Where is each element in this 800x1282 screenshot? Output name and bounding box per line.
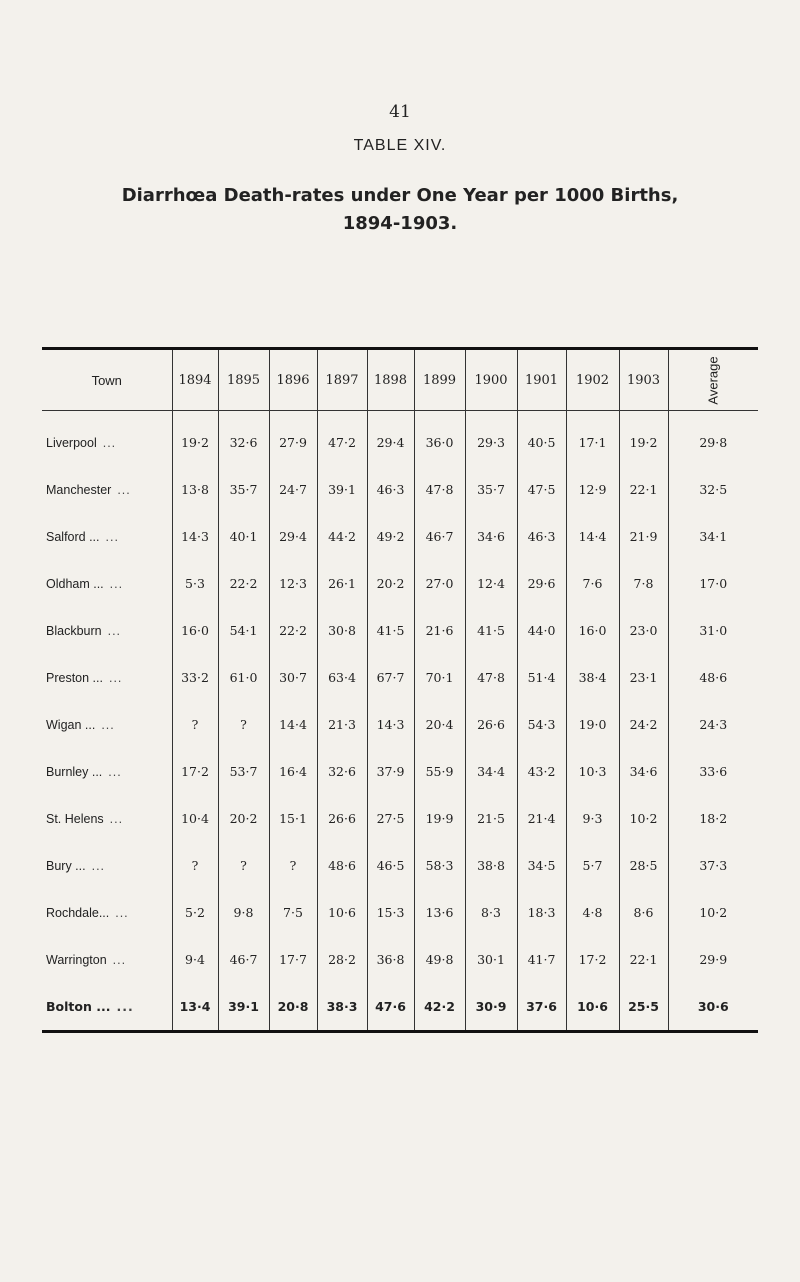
town-cell	[42, 411, 172, 467]
rate-cell: 40·1	[218, 513, 269, 560]
rate-cell: 22·1	[619, 466, 668, 513]
rate-cell: 48·6	[317, 842, 367, 889]
rate-cell: 70·1	[414, 654, 465, 701]
rate-cell: 13·4	[172, 983, 218, 1030]
rate-cell: 37·6	[517, 983, 566, 1030]
rate-cell: 24·7	[269, 466, 317, 513]
rate-cell: 19·0	[566, 701, 619, 748]
leader-dots: ...	[109, 811, 124, 826]
rate-cell: 8·3	[465, 889, 517, 936]
leader-dots: ...	[109, 576, 124, 591]
town-name: St. Helens	[46, 811, 104, 826]
rate-cell: 38·4	[566, 654, 619, 701]
rate-cell: 14·3	[172, 513, 218, 560]
rate-cell: 54·1	[218, 607, 269, 654]
rate-cell: 14·4	[566, 513, 619, 560]
town-cell	[42, 607, 172, 654]
rate-cell: 12·9	[566, 466, 619, 513]
rate-cell: 30·7	[269, 654, 317, 701]
table-row	[42, 411, 758, 467]
leader-dots: ...	[105, 529, 119, 544]
rate-cell: 10·6	[317, 889, 367, 936]
town-name: Blackburn	[46, 623, 102, 638]
rate-cell: 21·9	[619, 513, 668, 560]
rate-cell: 5·7	[566, 842, 619, 889]
rate-cell: 47·2	[317, 411, 367, 467]
rate-cell: 30·8	[317, 607, 367, 654]
town-name: Manchester	[46, 482, 112, 497]
rate-cell: 13·8	[172, 466, 218, 513]
rate-cell: 29·6	[517, 560, 566, 607]
rate-cell: 5·2	[172, 889, 218, 936]
rate-cell: 14·4	[269, 701, 317, 748]
rate-cell: 47·8	[465, 654, 517, 701]
rate-cell: 47·8	[414, 466, 465, 513]
column-header-1898: 1898	[367, 350, 414, 411]
rate-cell: 58·3	[414, 842, 465, 889]
rate-cell: 26·1	[317, 560, 367, 607]
rate-cell: 48·6	[668, 654, 758, 701]
town-name: Warrington	[46, 952, 107, 967]
rate-cell: 15·1	[269, 795, 317, 842]
rate-cell: 29·4	[367, 411, 414, 467]
town-cell	[42, 560, 172, 607]
rate-cell: 21·4	[517, 795, 566, 842]
rate-cell: 23·1	[619, 654, 668, 701]
rate-cell: ?	[269, 842, 317, 889]
column-header-average	[668, 350, 758, 411]
rate-cell: 25·5	[619, 983, 668, 1030]
rate-cell: 27·0	[414, 560, 465, 607]
rate-cell: ?	[218, 701, 269, 748]
title-line-1: Diarrhœa Death-rates under One Year per 1000 Births,	[121, 185, 679, 206]
leader-dots: ...	[102, 435, 117, 450]
rate-cell: 28·2	[317, 936, 367, 983]
rate-cell: 43·2	[517, 748, 566, 795]
rate-cell: 36·8	[367, 936, 414, 983]
rate-cell: 9·8	[218, 889, 269, 936]
rate-cell: 10·6	[566, 983, 619, 1030]
rate-cell: 10·2	[668, 889, 758, 936]
column-header-1895: 1895	[218, 350, 269, 411]
rate-cell: 34·4	[465, 748, 517, 795]
rate-cell: 17·2	[172, 748, 218, 795]
rate-cell: 16·4	[269, 748, 317, 795]
rate-cell: 35·7	[465, 466, 517, 513]
table-label: TABLE XIV.	[353, 137, 447, 154]
rate-cell: 67·7	[367, 654, 414, 701]
rate-cell: 27·5	[367, 795, 414, 842]
rate-cell: 38·3	[317, 983, 367, 1030]
rate-cell: ?	[172, 701, 218, 748]
rate-cell: 19·2	[619, 411, 668, 467]
town-name: Bury ...	[46, 858, 86, 873]
town-name: Wigan ...	[46, 717, 96, 732]
rate-cell: 42·2	[414, 983, 465, 1030]
town-cell	[42, 654, 172, 701]
town-cell	[42, 513, 172, 560]
rate-cell: 33·6	[668, 748, 758, 795]
rate-cell: 21·6	[414, 607, 465, 654]
rate-cell: 26·6	[317, 795, 367, 842]
rate-cell: 7·6	[566, 560, 619, 607]
rate-cell: 49·8	[414, 936, 465, 983]
town-cell	[42, 936, 172, 983]
rate-cell: 49·2	[367, 513, 414, 560]
rate-cell: 29·8	[668, 411, 758, 467]
table-row	[42, 936, 758, 983]
table-row	[42, 466, 758, 513]
rate-cell: 22·1	[619, 936, 668, 983]
town-name: Salford ...	[46, 529, 100, 544]
table-row	[42, 842, 758, 889]
rate-cell: 24·3	[668, 701, 758, 748]
rate-cell: 30·9	[465, 983, 517, 1030]
rate-cell: 55·9	[414, 748, 465, 795]
rate-cell: 17·1	[566, 411, 619, 467]
town-name: Burnley ...	[46, 764, 103, 779]
rate-cell: 33·2	[172, 654, 218, 701]
rate-cell: 20·4	[414, 701, 465, 748]
town-cell	[42, 842, 172, 889]
rate-cell: 12·4	[465, 560, 517, 607]
rate-cell: 34·6	[619, 748, 668, 795]
death-rates-table	[42, 350, 758, 1030]
rate-cell: 13·6	[414, 889, 465, 936]
town-name: Preston ...	[46, 670, 103, 685]
table-row	[42, 889, 758, 936]
rate-cell: 27·9	[269, 411, 317, 467]
rate-cell: 30·6	[668, 983, 758, 1030]
leader-dots: ...	[115, 905, 129, 920]
rate-cell: 61·0	[218, 654, 269, 701]
rate-cell: 32·5	[668, 466, 758, 513]
leader-dots: ...	[101, 717, 115, 732]
rate-cell: 34·5	[517, 842, 566, 889]
rate-cell: 18·3	[517, 889, 566, 936]
column-header-1896: 1896	[269, 350, 317, 411]
leader-dots: ...	[112, 952, 127, 967]
rate-cell: 12·3	[269, 560, 317, 607]
rate-cell: 14·3	[367, 701, 414, 748]
column-header-1899: 1899	[414, 350, 465, 411]
rate-cell: 30·1	[465, 936, 517, 983]
rate-cell: 5·3	[172, 560, 218, 607]
rate-cell: 38·8	[465, 842, 517, 889]
rate-cell: 46·7	[218, 936, 269, 983]
rate-cell: 54·3	[517, 701, 566, 748]
rate-cell: 15·3	[367, 889, 414, 936]
rate-cell: 40·5	[517, 411, 566, 467]
rate-cell: 39·1	[317, 466, 367, 513]
rate-cell: 34·6	[465, 513, 517, 560]
rate-cell: 16·0	[566, 607, 619, 654]
rate-cell: 46·5	[367, 842, 414, 889]
rate-cell: ?	[172, 842, 218, 889]
rate-cell: 29·3	[465, 411, 517, 467]
column-header-1902: 1902	[566, 350, 619, 411]
rate-cell: 9·3	[566, 795, 619, 842]
town-name: Liverpool	[46, 435, 97, 450]
rate-cell: 29·9	[668, 936, 758, 983]
rate-cell: 9·4	[172, 936, 218, 983]
table-row	[42, 560, 758, 607]
rate-cell: 32·6	[317, 748, 367, 795]
rate-cell: 21·3	[317, 701, 367, 748]
rate-cell: 47·5	[517, 466, 566, 513]
town-cell	[42, 889, 172, 936]
rate-cell: 41·5	[367, 607, 414, 654]
rate-cell: 32·6	[218, 411, 269, 467]
rate-cell: 19·9	[414, 795, 465, 842]
column-header-1900: 1900	[465, 350, 517, 411]
rate-cell: 21·5	[465, 795, 517, 842]
rate-cell: 4·8	[566, 889, 619, 936]
title-line-2: 1894-1903.	[342, 213, 458, 234]
column-header-1894: 1894	[172, 350, 218, 411]
rate-cell: 20·8	[269, 983, 317, 1030]
town-cell	[42, 748, 172, 795]
town-name: Bolton ...	[46, 999, 111, 1014]
rate-cell: 63·4	[317, 654, 367, 701]
rate-cell: 41·7	[517, 936, 566, 983]
rate-cell: 17·0	[668, 560, 758, 607]
rate-cell: 10·2	[619, 795, 668, 842]
rate-cell: 8·6	[619, 889, 668, 936]
rate-cell: 36·0	[414, 411, 465, 467]
rate-cell: 17·2	[566, 936, 619, 983]
rate-cell: 7·5	[269, 889, 317, 936]
rate-cell: 10·4	[172, 795, 218, 842]
rate-cell: 20·2	[218, 795, 269, 842]
rate-cell: 16·0	[172, 607, 218, 654]
rate-cell: 39·1	[218, 983, 269, 1030]
rate-cell: 35·7	[218, 466, 269, 513]
column-header-1903: 1903	[619, 350, 668, 411]
rate-cell: 24·2	[619, 701, 668, 748]
table-row	[42, 795, 758, 842]
rate-cell: 17·7	[269, 936, 317, 983]
column-header-town: Town	[42, 350, 172, 411]
rate-cell: 51·4	[517, 654, 566, 701]
rate-cell: 28·5	[619, 842, 668, 889]
rate-cell: 22·2	[218, 560, 269, 607]
leader-dots: ...	[91, 858, 106, 873]
rate-cell: ?	[218, 842, 269, 889]
rate-cell: 7·8	[619, 560, 668, 607]
leader-dots: ...	[117, 482, 131, 497]
town-cell	[42, 983, 172, 1030]
rate-cell: 31·0	[668, 607, 758, 654]
rate-cell: 41·5	[465, 607, 517, 654]
page-number: 41	[389, 102, 411, 122]
rate-cell: 10·3	[566, 748, 619, 795]
town-name: Rochdale...	[46, 905, 110, 920]
rate-cell: 20·2	[367, 560, 414, 607]
rate-cell: 47·6	[367, 983, 414, 1030]
leader-dots: ...	[108, 670, 123, 685]
table-row	[42, 701, 758, 748]
table-row	[42, 607, 758, 654]
header-row	[42, 350, 758, 411]
rate-cell: 46·3	[367, 466, 414, 513]
rate-cell: 19·2	[172, 411, 218, 467]
rate-cell: 26·6	[465, 701, 517, 748]
rate-cell: 23·0	[619, 607, 668, 654]
column-header-1897: 1897	[317, 350, 367, 411]
column-header-1901: 1901	[517, 350, 566, 411]
rate-cell: 53·7	[218, 748, 269, 795]
town-name: Oldham ...	[46, 576, 104, 591]
rate-cell: 44·0	[517, 607, 566, 654]
death-rates-table-container	[42, 347, 758, 1033]
table-row	[42, 513, 758, 560]
rate-cell: 29·4	[269, 513, 317, 560]
leader-dots: ...	[116, 999, 134, 1014]
town-cell	[42, 701, 172, 748]
town-cell	[42, 795, 172, 842]
rate-cell: 46·7	[414, 513, 465, 560]
rate-cell: 18·2	[668, 795, 758, 842]
rate-cell: 37·9	[367, 748, 414, 795]
table-row	[42, 654, 758, 701]
rate-cell: 46·3	[517, 513, 566, 560]
leader-dots: ...	[108, 764, 122, 779]
rate-cell: 44·2	[317, 513, 367, 560]
rate-cell: 37·3	[668, 842, 758, 889]
table-row	[42, 983, 758, 1030]
town-cell	[42, 466, 172, 513]
rate-cell: 22·2	[269, 607, 317, 654]
table-title	[0, 182, 800, 238]
table-body	[42, 411, 758, 1031]
leader-dots: ...	[107, 623, 122, 638]
average-label: Average	[705, 355, 721, 405]
table-row	[42, 748, 758, 795]
rate-cell: 34·1	[668, 513, 758, 560]
